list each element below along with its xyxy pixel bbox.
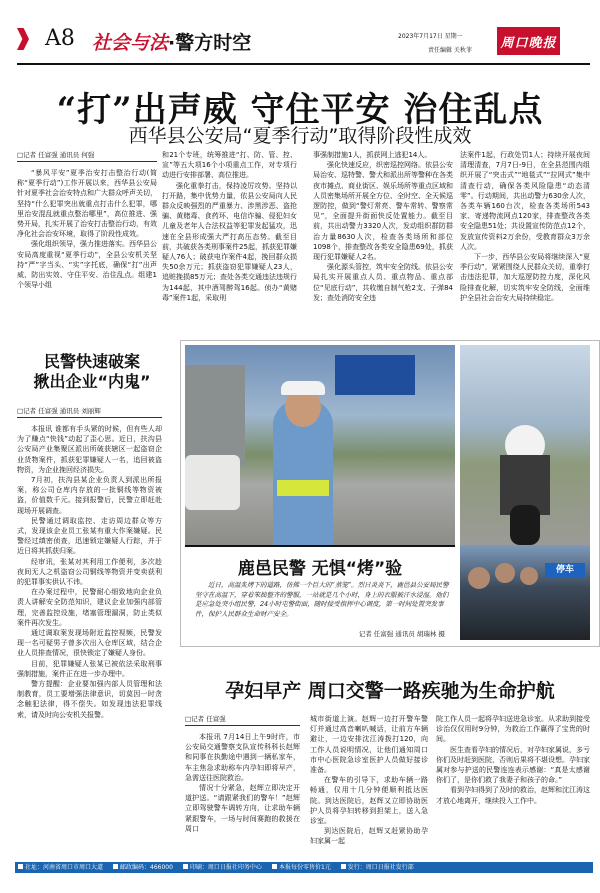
paragraph: 法案件1起，行政处罚1人；持续开展夜间清理清查，7月7日-9日，在全县范围内组织开展了“突击式”“地毯式”“拉网式”集中清查行动，确保各类风险隐患“动态清零”。行动期间，共出动警力630余人次，各类车辆160台次，检查各类场所543家、寄递物流网点120家，排查整改各类安全隐患51处；共设置宣传防范点12个，发放宣传资料2万余份，受教育群众3万余人次。 [460, 151, 590, 251]
paragraph: 强化组织领导，强力推进落实。西华县公安局高度重视“夏季行动”，全县公安机关坚持“严”字当头、“实”字托底，确保“打”出声威、防出实效、守住平安、治住乱点。组建1个领导小组 [17, 240, 157, 290]
main-column-4 [460, 150, 590, 325]
left-article-headline [17, 352, 167, 392]
paragraph: 院工作人员一起将孕妇送进急诊室。从求助到接受诊治仅仅用时9分钟，为救治工作赢得了宝贵的时间。 [436, 715, 590, 744]
footer-item: 本报每份零售价1元 [272, 862, 331, 873]
main-headline: “打”出声威 守住平安 治住乱点 [56, 90, 544, 130]
paragraph: 警方提醒：企业要加强内部人员管理和法制教育，员工要增强法律意识，切莫因一时贪念触犯法律，得不偿失。如发现违法犯罪线索，请及时向公安机关报警。 [17, 680, 162, 719]
left-article-text [17, 424, 162, 864]
section-name-red: 社会与法 [92, 32, 169, 54]
bottom-column-2 [310, 714, 428, 856]
header-divider [17, 63, 590, 65]
paragraph: 强化快速反应，织密巡控网络。依县公安局治安、巡特警、警犬和派出所等警种在各类夜市摊点、商业街区、娱乐场所等重点区域和人员密集场所开展全方位、全时空、全天候巡逻防控，做到“警灯常亮、警车常转、警察常见”，全面提升街面快反处置能力。截至目前，共出动警力3320人次，发动组织群防群治力量8630人次，检查各类场所和部位1098个，排查整改各类安全隐患69处，抓获现行犯罪嫌疑人2名。 [313, 161, 453, 262]
main-column-1 [17, 150, 157, 328]
paragraph: 在警车的引导下，求助车辆一路畅通，仅用十几分钟便顺利抵达医院。到达医院后，赵辉又立即协助医护人员将孕妇转移到担架上，送入急诊室。 [310, 776, 428, 826]
main-col1-text [17, 168, 157, 328]
paragraph: 民警通过调取监控、走访周边群众等方式，发现该企业员工张某有重大作案嫌疑。民警经过缜密侦查，迅速锁定嫌疑人行踪，并于近日将其抓获归案。 [17, 516, 162, 556]
paragraph: “暴风平安”夏季治安打击整治行动(简称“夏季行动”)工作开展以来，西华县公安局针对夏季社会治安特点和广大群众呼声关切，坚持“什么犯罪突出就重点打击什么犯罪，哪里治安混乱就重点整治哪里”，高位推进、强势开局，扎实开展了治安打击整治行动，有效净化社会治安环境，取得了阶段性成效。 [17, 169, 157, 239]
photo-caption-headline: 鹿邑民警 无惧“烤”验 [237, 559, 403, 579]
paragraph: 目前，犯罪嫌疑人张某已被依法采取刑事强制措施，案件正在进一步办理中。 [17, 659, 162, 678]
paragraph: 7月初，扶沟县某企业负责人到派出所报案，称公司仓库内存放的一批铜线等物资被盗，价值数千元。接到报警后，民警立即赶赴现场开展调查。 [17, 476, 162, 515]
photo-caption-text: 近日，高温炙烤下的道路，仿佛一个巨大的“蒸笼”。烈日炎炎下，鹿邑县公安局民警坚守在高温下，穿着笨拙整齐的警服，一站就是几个小时，身上的衣服被汗水浸湿。他们是应急处突小组民警，24小时屯警街面，随时接受指挥中心调度，第一时间处置突发事件，保护人民群众生命财产安全。 [195, 581, 449, 618]
page-number: A8 [45, 26, 75, 51]
section-title [92, 28, 251, 55]
main-column-3 [313, 150, 453, 325]
section-name-black: 警方时空 [175, 32, 252, 54]
paragraph: 在办案过程中，民警耐心细致地向企业负责人讲解安全防范知识，建议企业加强内部管理，完善监控设施，堵塞管理漏洞，防止类似案件再次发生。 [17, 588, 162, 627]
left-byline: □记者 任富强 通讯员 刘丽辉 [17, 406, 162, 418]
paragraph: 看到孕妇得到了及时的救治，赵辉和沈江涛这才放心地离开，继续投入工作中。 [436, 786, 590, 805]
newspaper-logo: 周口晚报 [497, 27, 560, 55]
bottom-byline: □记者 任富强 [185, 714, 300, 726]
editor-credit: 责任编辑 关秋菲 [428, 47, 472, 54]
main-subhead: 西华县公安局“夏季行动”取得阶段性成效 [128, 125, 472, 147]
main-column-2 [162, 150, 297, 325]
paragraph: 强化重拳打击，保持凌厉攻势。坚持以打开路，集中优势力量，依县公安局向人民群众反映强烈的严重暴力、涉黑涉恶、盗抢骗、黄赌毒、食药环、电信诈骗、侵犯妇女儿童及老年人合法权益等犯罪发起猛攻，迅速在全县形成强大严打高压态势。截至目前，共破获各类刑事案件25起，抓获犯罪嫌疑人76人；破获电诈案件4起，挽回群众损失50余万元；抓获盗窃犯罪嫌疑人23人，追赃挽损85万元；查处各类交通违法违规行为144起，其中酒驾醉驾16起。侦办“黄赌毒”案件1起，采取刑 [162, 181, 297, 302]
paragraph: 本报讯 谁都有手头紧的时候，但有些人却为了赚点“快钱”动起了歪心思。近日，扶沟县公安局产业集聚区派出所破获辖区一起盗窃企业货物案件，抓获犯罪嫌疑人一名，追回被盗物资，为企业挽回经济损失。 [17, 425, 162, 474]
section-dot: · [168, 32, 176, 54]
photo-armed-police [460, 545, 590, 640]
issue-date: 2023年7月17日 星期一 [398, 33, 463, 40]
footer-item: 发行：周口日报社发行部 [341, 862, 414, 873]
paragraph: 经审讯，张某对其利用工作便利，多次趁夜间无人之机盗窃公司铜线等物资并变卖获利的犯罪事实供认不讳。 [17, 557, 162, 587]
paragraph: 情况十分紧急，赵辉立即决定开道护送。“请跟紧我们的警车！”赵辉立即驾驶警车调转方向，让求助车辆紧跟警车，一场与时间赛跑的救援在周口 [185, 784, 300, 833]
footer-item: 社址：河南省周口市周口大道 [18, 862, 103, 873]
paragraph: 下一步，西华县公安局将继续深入“夏季行动”，紧紧围绕人民群众关切，重拳打击违法犯罪，加大巡逻防控力度，深化风险排查化解，切实筑牢安全防线，全面维护全县社会治安大局持续稳定。 [460, 253, 590, 302]
footer-bar [15, 862, 593, 873]
bottom-article-headline: 孕妇早产 周口交警一路疾驰为生命护航 [225, 680, 555, 702]
paragraph: 本报讯 7月14日上午9时许，市公安局交通警察支队宣传科科长赵辉和同事在执勤途中遇到一辆私家车，车主焦急求助称车内孕妇即将早产，急需送往医院救治。 [185, 733, 300, 782]
photo-caption-box [185, 545, 455, 644]
photo-motorcycle-police [460, 345, 590, 545]
paragraph: 和21个专班，统筹推进“打、防、管、控、宣”等五大项16个小项重点工作，对专项行动进行安排部署、高位推进。 [162, 151, 297, 180]
photo-traffic-officer [185, 345, 455, 545]
bottom-column-3 [436, 714, 590, 856]
paragraph: 到达医院后，赵辉又赶紧协助孕妇家属一起 [310, 827, 428, 846]
footer-item: 邮政编码：466000 [113, 862, 173, 873]
headline-line-2: 揪出企业“内鬼” [33, 372, 151, 391]
left-article-body [17, 406, 162, 864]
footer-item: 印刷：周口日报社印务中心 [183, 862, 262, 873]
photo-credit: 记者 任富强 通讯员 胡瑞林 摄 [358, 630, 445, 638]
bottom-column-1 [185, 714, 300, 857]
parking-sign: 停车 [545, 563, 585, 577]
paragraph: 城市街道上演。赵辉一边打开警车警灯并通过高音喇叭喊话，让前方车辆避让，一边安排沈江涛拨打120，向工作人员说明情况，让他们通知周口市中心医院急诊室医护人员做好接诊准备。 [310, 715, 428, 775]
section-chevron-icon [17, 28, 29, 50]
paragraph: 医生查看孕妇的情况后，对孕妇家属说，多亏你们及时赶到医院，否则后果将不堪设想。孕妇家属对参与护送的民警连连表示感谢：“真是太感谢你们了，是你们救了我妻子和孩子的命。” [436, 745, 590, 785]
main-byline: □记者 任富强 通讯员 何强 [17, 150, 157, 162]
headline-line-1: 民警快速破案 [43, 352, 140, 371]
paragraph: 事强制措施1人，抓获网上逃犯14人。 [313, 151, 432, 159]
bottom-col1-text [185, 732, 300, 857]
paragraph: 通过调取案发现场附近监控视频，民警发现一名可疑男子曾多次出入仓库区域，结合企业人员排查情况，很快锁定了嫌疑人身份。 [17, 629, 162, 658]
paragraph: 强化源头管控，筑牢安全防线。依县公安局扎实开展重点人员、重点物品、重点部位“见底行动”，共收缴自制气枪2支、子弹84发；查处消防安全违 [313, 263, 453, 302]
